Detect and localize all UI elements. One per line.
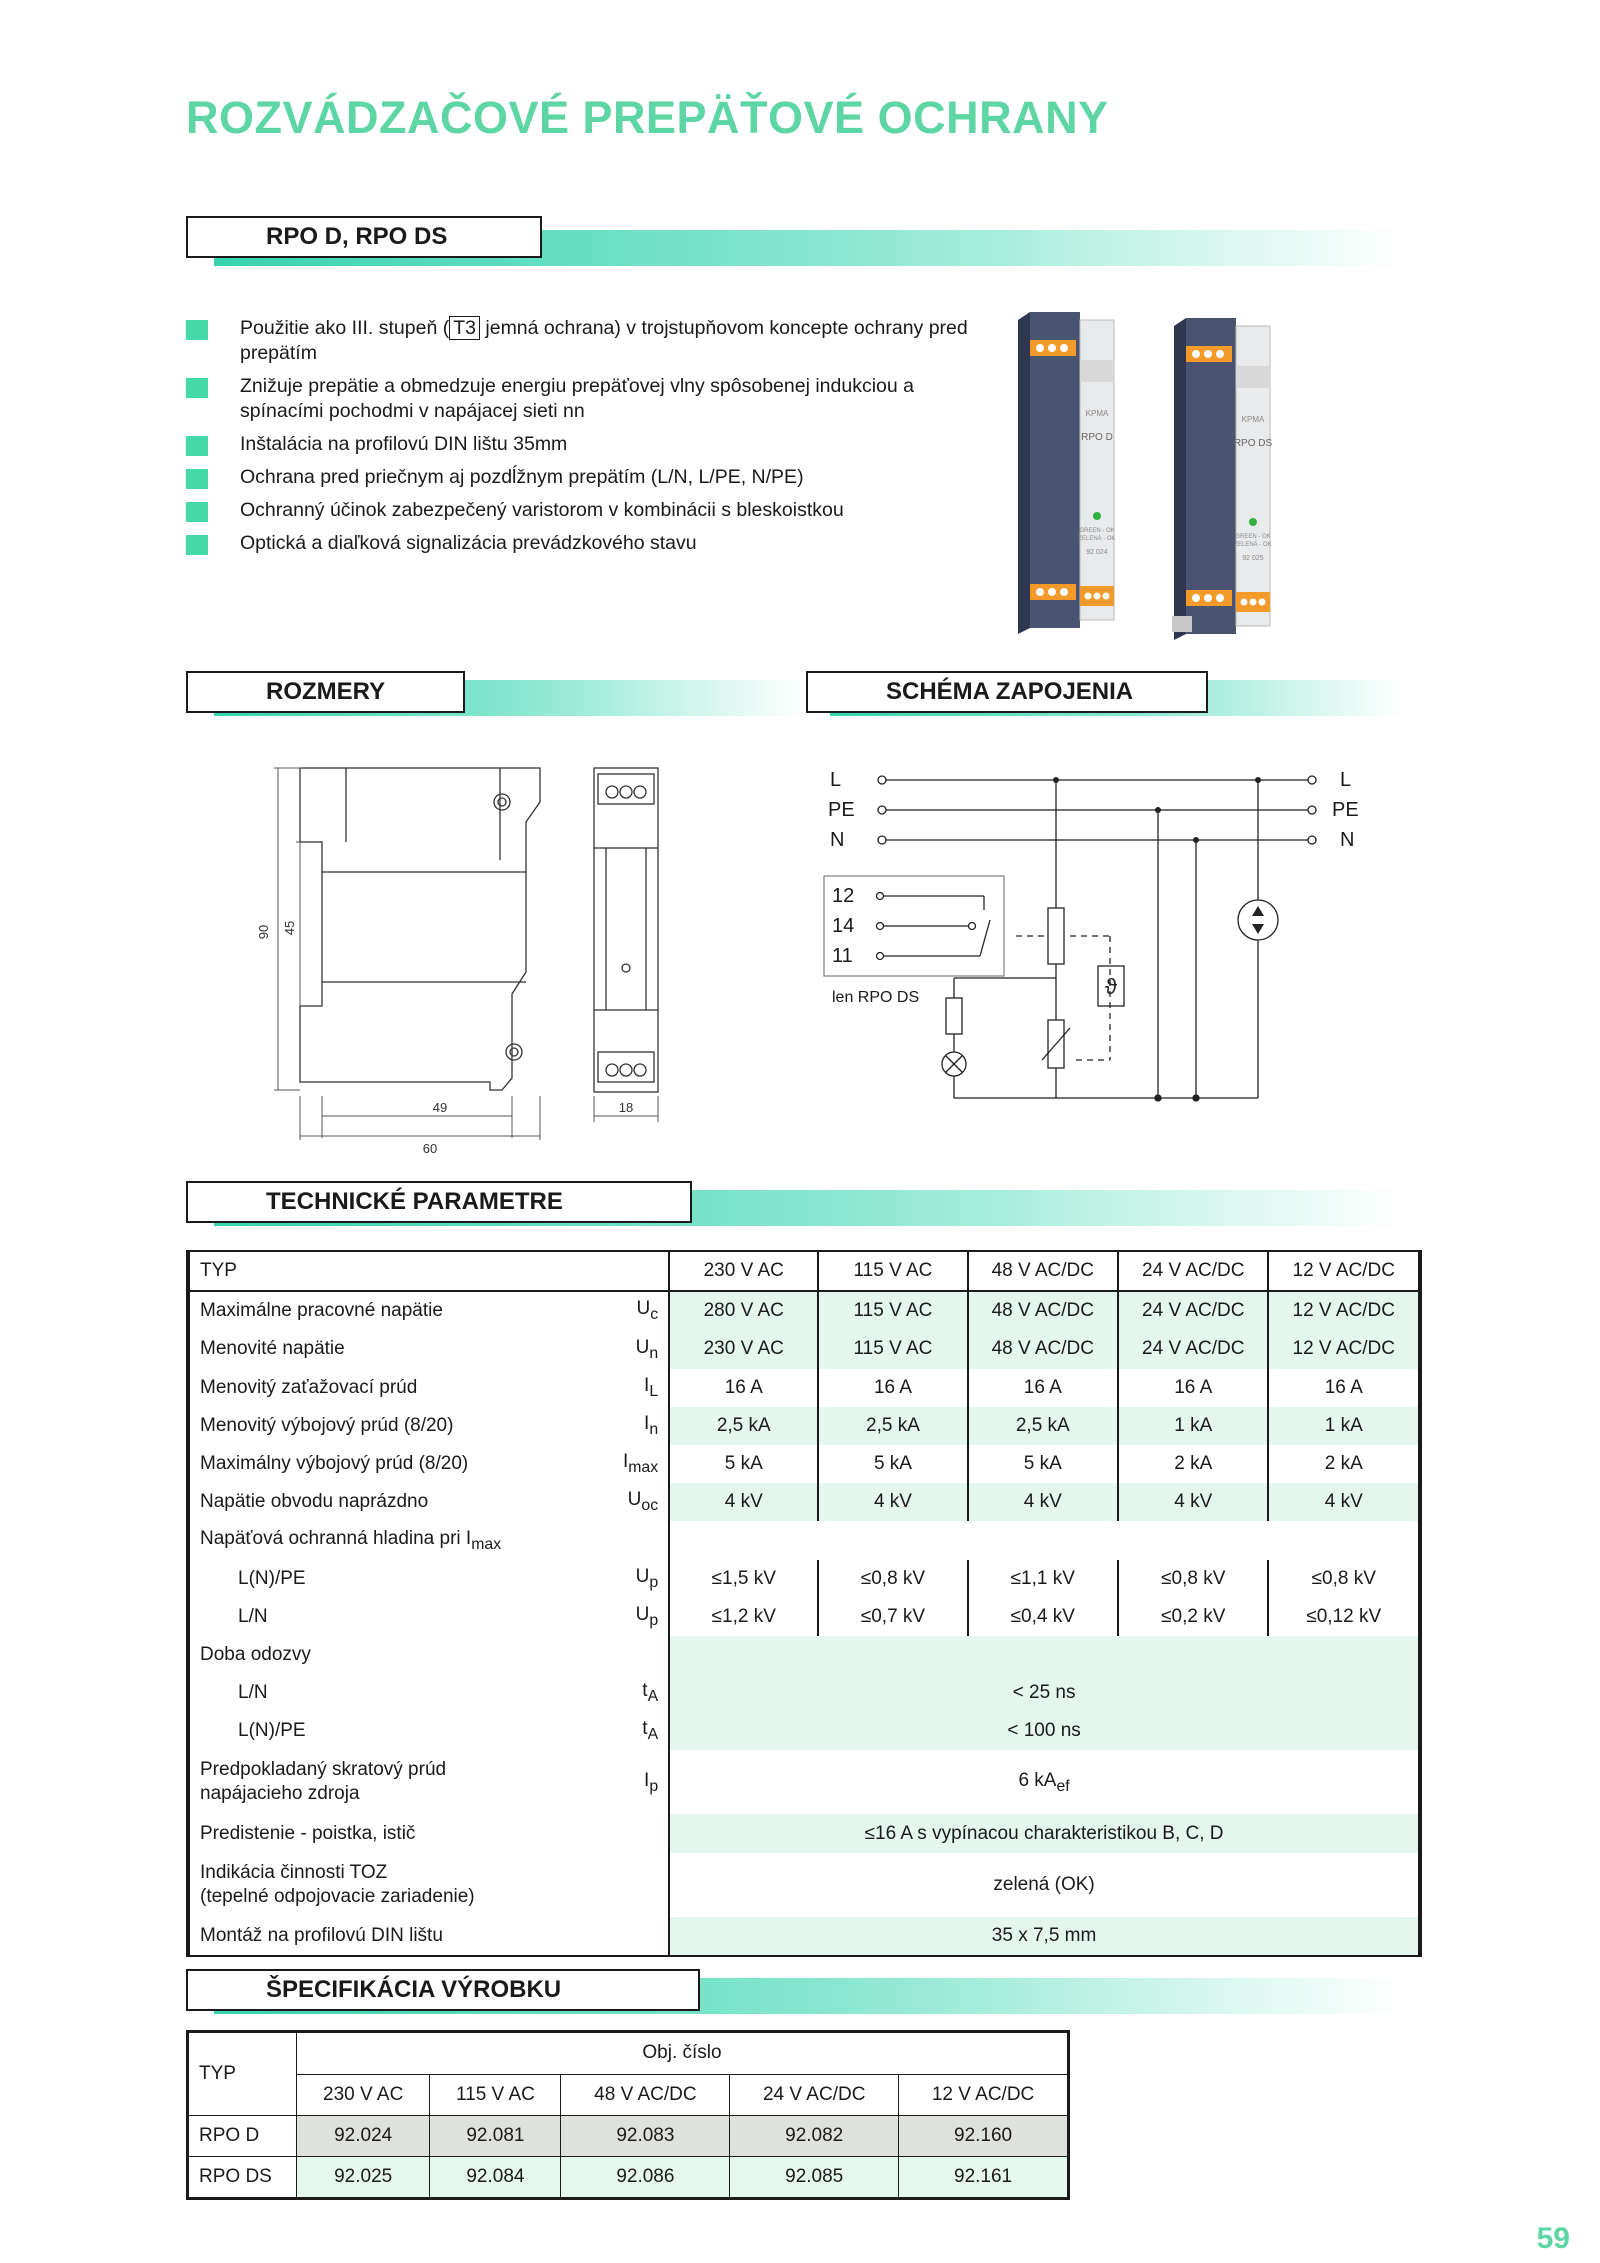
list-item	[186, 432, 976, 457]
cell: 2 kA	[1118, 1445, 1268, 1483]
cell: 48 V AC/DC	[968, 1330, 1118, 1368]
cell: 92.024	[297, 2116, 430, 2157]
page-title: ROZVÁDZAČOVÉ PREPÄŤOVÉ OCHRANY	[186, 92, 1109, 143]
table-row	[189, 1445, 1419, 1483]
table-row	[189, 1853, 1419, 1917]
cell: 16 A	[1118, 1369, 1268, 1407]
contact-14: 14	[832, 915, 855, 937]
cell: 24 V AC/DC	[1118, 1330, 1268, 1368]
params-heading: TECHNICKÉ PARAMETRE	[186, 1181, 692, 1223]
cell: ≤0,8 kV	[818, 1560, 967, 1598]
wiring-heading: SCHÉMA ZAPOJENIA	[806, 671, 1208, 713]
bullet-text: Ochranný účinok zabezpečený varistorom v kombinácii s bleskoistkou	[240, 499, 844, 521]
device-status: GREEN - OK	[1235, 534, 1271, 540]
params-table	[186, 1250, 1422, 1957]
cell: 230 V AC	[669, 1330, 818, 1368]
cell: 16 A	[968, 1369, 1118, 1407]
bullet-square	[186, 469, 208, 489]
header-typ: TYP	[189, 1252, 610, 1291]
cell: 5 kA	[968, 1445, 1118, 1483]
sym: U	[635, 1565, 650, 1587]
spec-heading: ŠPECIFIKÁCIA VÝROBKU	[186, 1969, 700, 2011]
cell: 2,5 kA	[968, 1407, 1118, 1445]
sym: I	[644, 1769, 650, 1791]
cell: 92.161	[899, 2157, 1068, 2198]
header-sym	[610, 1252, 669, 1291]
header-col: 12 V AC/DC	[899, 2074, 1068, 2116]
row-symbol	[610, 1407, 669, 1445]
cell	[669, 1750, 1419, 1814]
sym-sub: max	[628, 1458, 659, 1476]
dimensions-heading: ROZMERY	[186, 671, 465, 713]
row-label: Menovité napätie	[189, 1330, 610, 1368]
row-label: Maximálny výbojový prúd (8/20)	[189, 1445, 610, 1483]
row-label: Menovitý výbojový prúd (8/20)	[189, 1407, 610, 1445]
table-row	[189, 1291, 1419, 1330]
sym-sub: A	[647, 1688, 659, 1706]
cell: ≤1,2 kV	[669, 1598, 818, 1636]
row-symbol	[610, 1560, 669, 1598]
sym-sub: oc	[641, 1497, 659, 1515]
table-row	[189, 1917, 1419, 1955]
cell: 280 V AC	[669, 1291, 818, 1330]
sym-sub: p	[649, 1573, 659, 1591]
cell: 2,5 kA	[818, 1407, 967, 1445]
cell: 92.086	[561, 2157, 730, 2198]
contact-12: 12	[832, 885, 855, 907]
product-heading: RPO D, RPO DS	[186, 216, 542, 258]
device-rpo-ds	[1172, 318, 1272, 640]
list-item	[186, 374, 976, 424]
device-code: 92 024	[1086, 549, 1108, 556]
cell: 92.081	[430, 2116, 561, 2157]
label-PE: PE	[828, 799, 855, 821]
cell: 2,5 kA	[669, 1407, 818, 1445]
sym: t	[642, 1718, 648, 1740]
cell: ≤0,8 kV	[1118, 1560, 1268, 1598]
cell: 16 A	[669, 1369, 818, 1407]
bullet-text: Inštalácia na profilovú DIN lištu 35mm	[240, 433, 568, 455]
header-col: 48 V AC/DC	[968, 1252, 1118, 1291]
label-N: N	[830, 829, 845, 851]
header-col: 230 V AC	[669, 1252, 818, 1291]
row-name: RPO DS	[189, 2157, 297, 2198]
table-row	[189, 1369, 1419, 1407]
value-sub: ef	[1056, 1777, 1070, 1795]
cell: 24 V AC/DC	[1118, 1291, 1268, 1330]
header-typ: TYP	[189, 2033, 297, 2116]
cell: 4 kV	[1268, 1483, 1419, 1521]
dim-width-60: 60	[422, 1141, 438, 1156]
row-symbol	[610, 1291, 669, 1330]
dim-width-49: 49	[432, 1100, 448, 1115]
table-row	[189, 1712, 1419, 1750]
cell: 4 kV	[968, 1483, 1118, 1521]
device-code: 92 025	[1242, 555, 1264, 562]
cell-empty	[669, 1521, 1419, 1559]
label-line: Indikácia činnosti TOZ	[200, 1861, 388, 1883]
row-label: L(N)/PE	[189, 1712, 610, 1750]
row-label	[189, 1521, 669, 1559]
table-row	[189, 1674, 1419, 1712]
cell: 1 kA	[1118, 1407, 1268, 1445]
sym: I	[644, 1374, 650, 1396]
device-rpo-d	[1018, 312, 1116, 634]
dim-height-45: 45	[282, 920, 297, 936]
label-text: Napäťová ochranná hladina pri I	[200, 1527, 472, 1549]
cell: zelená (OK)	[669, 1853, 1419, 1917]
cell: < 100 ns	[669, 1712, 1419, 1750]
table-row	[189, 1636, 1419, 1674]
table-row	[189, 1598, 1419, 1636]
row-name: RPO D	[189, 2116, 297, 2157]
cell: ≤0,4 kV	[968, 1598, 1118, 1636]
sym-sub: max	[471, 1535, 502, 1553]
cell: 5 kA	[669, 1445, 818, 1483]
label-L-right: L	[1340, 769, 1352, 791]
row-label: Montáž na profilovú DIN lištu	[189, 1917, 669, 1955]
cell: ≤16 A s vypínacou charakteristikou B, C, D	[669, 1814, 1419, 1852]
sym-sub: n	[649, 1344, 659, 1362]
row-label: L(N)/PE	[189, 1560, 610, 1598]
feature-list	[186, 316, 976, 564]
row-symbol	[610, 1712, 669, 1750]
contact-11: 11	[832, 945, 853, 967]
list-item	[186, 316, 976, 366]
cell: ≤0,12 kV	[1268, 1598, 1419, 1636]
list-item	[186, 531, 976, 556]
dim-width-18: 18	[618, 1100, 634, 1115]
header-col: 230 V AC	[297, 2074, 430, 2116]
cell: 92.160	[899, 2116, 1068, 2157]
cell: ≤0,7 kV	[818, 1598, 967, 1636]
sym: I	[622, 1451, 629, 1473]
row-symbol	[610, 1483, 669, 1521]
cell: ≤1,1 kV	[968, 1560, 1118, 1598]
bullet-text: Znižuje prepätie a obmedzuje energiu prepäťovej vlny spôsobenej indukciou a spínacími pochodmi v napájacej sieti nn	[240, 375, 914, 422]
label-PE-right: PE	[1332, 799, 1359, 821]
cell: 12 V AC/DC	[1268, 1330, 1419, 1368]
device-status: GREEN - OK	[1079, 528, 1115, 534]
row-label	[189, 1853, 669, 1917]
cell: 16 A	[1268, 1369, 1419, 1407]
dim-height-90: 90	[256, 924, 271, 940]
header-col: 24 V AC/DC	[1118, 1252, 1268, 1291]
table-row	[189, 1560, 1419, 1598]
bullet-square	[186, 535, 208, 555]
bullet-text: Ochrana pred priečnym aj pozdĺžnym prepätím (L/N, L/PE, N/PE)	[240, 466, 804, 488]
cell: 4 kV	[1118, 1483, 1268, 1521]
cell: 1 kA	[1268, 1407, 1419, 1445]
row-label: Maximálne pracovné napätie	[189, 1291, 610, 1330]
cell: ≤0,8 kV	[1268, 1560, 1419, 1598]
sym: t	[642, 1680, 648, 1702]
table-row	[189, 2033, 1068, 2075]
cell: 48 V AC/DC	[968, 1291, 1118, 1330]
device-brand: KPMA	[1241, 415, 1265, 424]
device-brand: KPMA	[1085, 409, 1109, 418]
bullet-square	[186, 320, 208, 340]
sym: U	[627, 1489, 642, 1511]
label-line: Predpokladaný skratový prúd	[200, 1759, 447, 1781]
sym-sub: n	[649, 1420, 659, 1438]
table-header-row	[189, 1252, 1419, 1291]
cell: 115 V AC	[818, 1330, 967, 1368]
cell: 92.082	[730, 2116, 899, 2157]
header-col: 12 V AC/DC	[1268, 1252, 1419, 1291]
row-symbol	[610, 1674, 669, 1712]
device-status: ZELENÁ - OK	[1078, 536, 1116, 542]
thermal-symbol: ϑ	[1104, 974, 1118, 999]
wiring-diagram	[820, 760, 1380, 1120]
product-images	[1000, 310, 1320, 650]
table-row	[189, 1407, 1419, 1445]
row-label: L/N	[189, 1598, 610, 1636]
device-name: RPO DS	[1233, 438, 1273, 449]
sym-sub: p	[649, 1611, 659, 1629]
bullet-square	[186, 502, 208, 522]
label-only-ds: len RPO DS	[832, 989, 920, 1006]
page-number: 59	[1536, 2222, 1570, 2255]
sym: U	[635, 1603, 650, 1625]
table-row	[189, 2116, 1068, 2157]
row-label: Doba odozvy	[189, 1636, 669, 1674]
spec-table	[186, 2030, 1070, 2200]
cell: 92.085	[730, 2157, 899, 2198]
table-row	[189, 1483, 1419, 1521]
label-N-right: N	[1340, 829, 1355, 851]
list-item	[186, 465, 976, 490]
row-label: Predistenie - poistka, istič	[189, 1814, 669, 1852]
device-status: ZELENÁ - OK	[1234, 542, 1272, 548]
bullet-square	[186, 436, 208, 456]
cell: 115 V AC	[818, 1291, 967, 1330]
bullet-text: Optická a diaľková signalizácia prevádzkového stavu	[240, 532, 697, 554]
table-row	[189, 1330, 1419, 1368]
sym-sub: L	[649, 1382, 659, 1400]
cell: 92.084	[430, 2157, 561, 2198]
cell: 92.083	[561, 2116, 730, 2157]
cell-empty	[669, 1636, 1419, 1674]
bullet-text: Použitie ako III. stupeň (	[240, 317, 450, 339]
device-name: RPO D	[1081, 432, 1113, 443]
cell: 35 x 7,5 mm	[669, 1917, 1419, 1955]
row-symbol	[610, 1598, 669, 1636]
cell: 92.025	[297, 2157, 430, 2198]
sym: U	[636, 1298, 651, 1320]
row-symbol	[610, 1330, 669, 1368]
table-row	[189, 2074, 1068, 2116]
row-symbol	[610, 1369, 669, 1407]
dimensions-drawing	[250, 760, 670, 1160]
table-row	[189, 1750, 1419, 1814]
cell: 5 kA	[818, 1445, 967, 1483]
cell: ≤1,5 kV	[669, 1560, 818, 1598]
table-row	[189, 2157, 1068, 2198]
table-row	[189, 1521, 1419, 1559]
sym-sub: p	[649, 1777, 659, 1795]
sym-sub: c	[650, 1306, 659, 1324]
cell: 2 kA	[1268, 1445, 1419, 1483]
table-row	[189, 1814, 1419, 1852]
sym-sub: A	[647, 1726, 659, 1744]
row-label: Menovitý zaťažovací prúd	[189, 1369, 610, 1407]
value: 6 kA	[1018, 1769, 1057, 1791]
sym: U	[635, 1336, 650, 1358]
row-symbol	[610, 1445, 669, 1483]
label-line: napájacieho zdroja	[200, 1783, 360, 1805]
bullet-square	[186, 378, 208, 398]
cell: ≤0,2 kV	[1118, 1598, 1268, 1636]
cell: 4 kV	[669, 1483, 818, 1521]
t3-badge: T3	[449, 316, 480, 340]
header-col: 48 V AC/DC	[561, 2074, 730, 2116]
cell: 16 A	[818, 1369, 967, 1407]
label-L: L	[830, 769, 842, 791]
header-col: 115 V AC	[818, 1252, 967, 1291]
cell: < 25 ns	[669, 1674, 1419, 1712]
list-item	[186, 498, 976, 523]
row-symbol	[610, 1750, 669, 1814]
row-label: Napätie obvodu naprázdno	[189, 1483, 610, 1521]
label-line: (tepelné odpojovacie zariadenie)	[200, 1885, 475, 1907]
header-col: 24 V AC/DC	[730, 2074, 899, 2116]
bullet-text: jemná ochrana) v trojstupňovom koncepte ochrany pred prepätím	[240, 317, 968, 364]
cell: 4 kV	[818, 1483, 967, 1521]
cell: 12 V AC/DC	[1268, 1291, 1419, 1330]
row-label: L/N	[189, 1674, 610, 1712]
row-label	[189, 1750, 610, 1814]
header-col: 115 V AC	[430, 2074, 561, 2116]
header-obj: Obj. číslo	[297, 2033, 1068, 2075]
sym: I	[644, 1412, 650, 1434]
